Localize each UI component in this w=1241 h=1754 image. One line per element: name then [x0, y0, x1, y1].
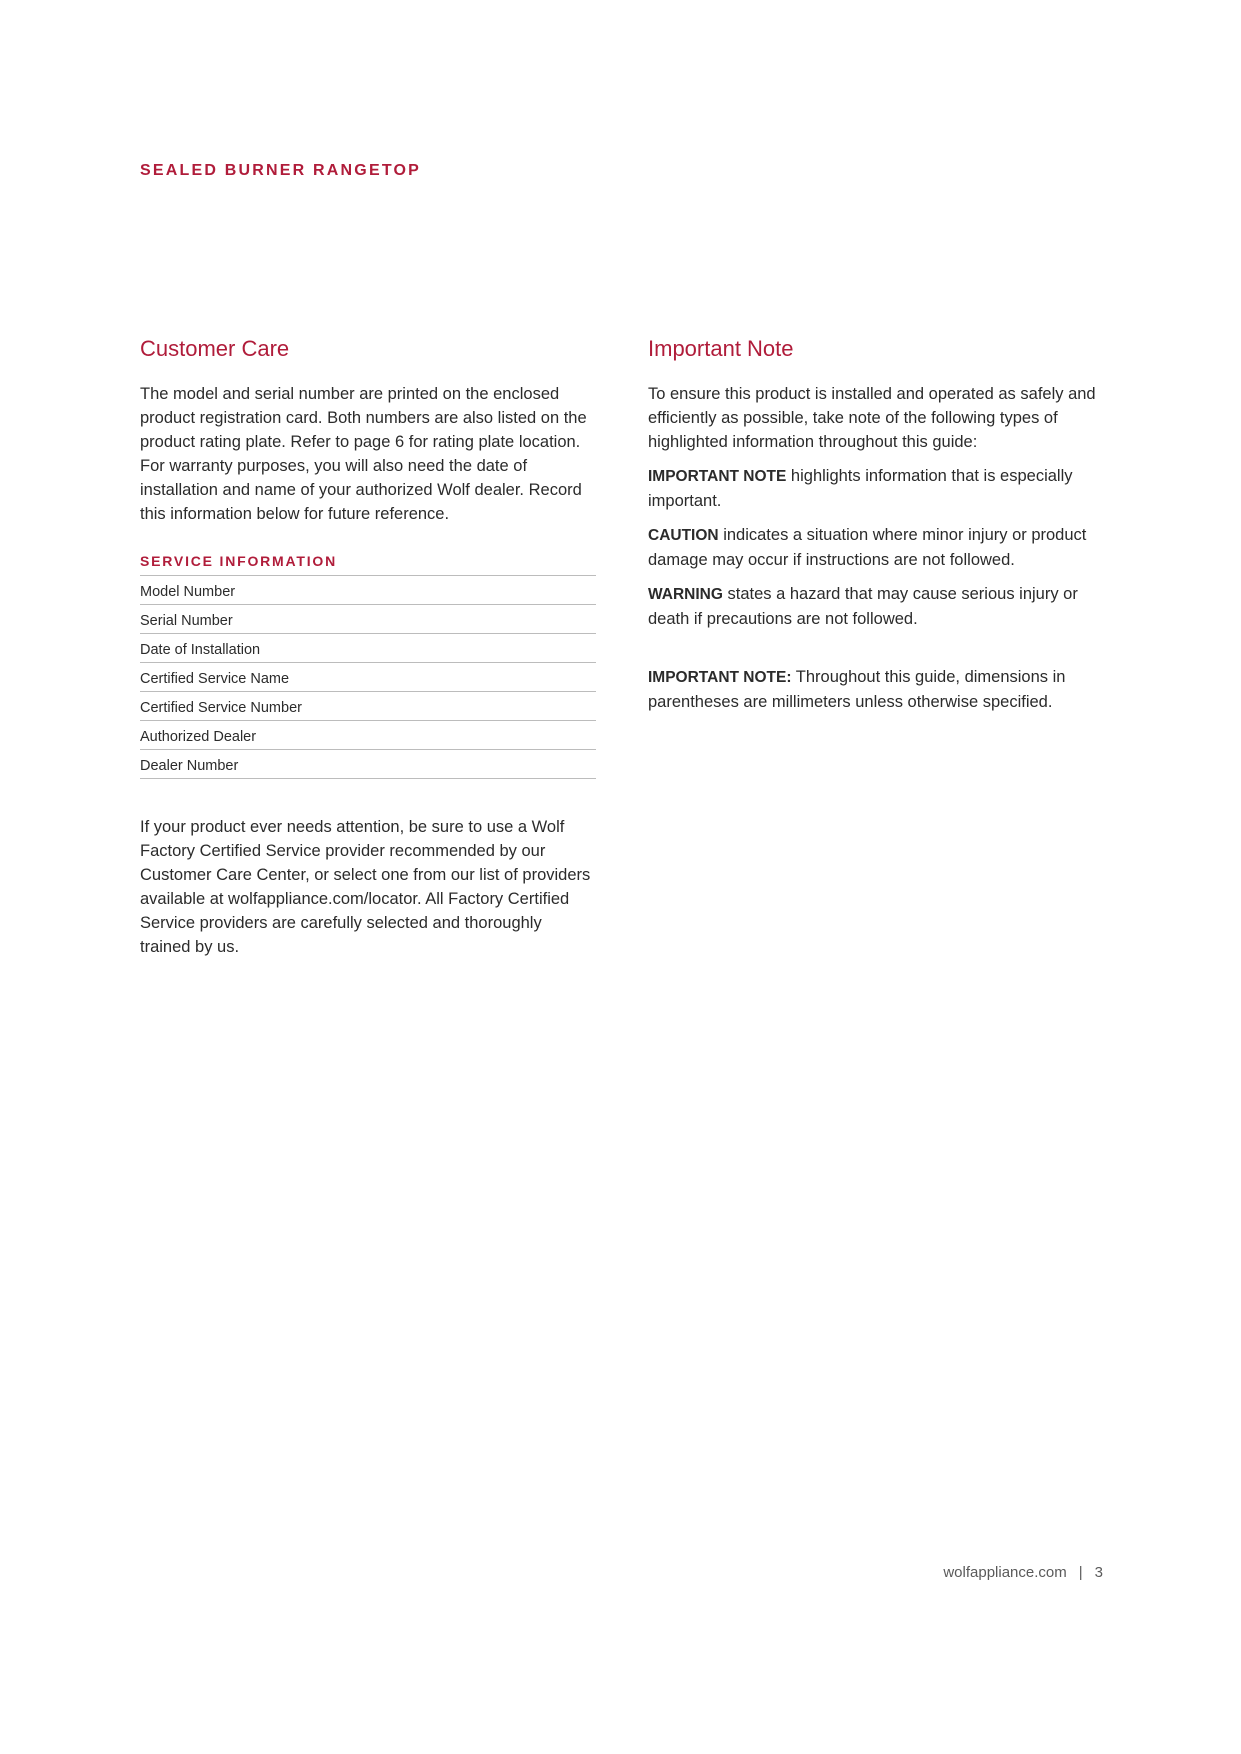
note-text: states a hazard that may cause serious injury or death if precautions are not followed.	[648, 585, 1078, 628]
footer-separator: |	[1078, 1564, 1083, 1581]
service-field-label: Certified Service Name	[140, 671, 290, 687]
customer-care-intro: The model and serial number are printed on the enclosed product registration card. Both numbers are also listed on the product rating plate. Refer to page 6 for rating plate location. For warranty purposes, you will also need the date of installation and name of your authorized Wolf dealer. Record this information below for future reference.	[140, 385, 587, 523]
service-row-serial-number	[140, 605, 596, 634]
note-text: highlights information that is especially important.	[648, 467, 1073, 510]
note-keyword: WARNING	[648, 586, 723, 603]
important-note-intro: To ensure this product is installed and operated as safely and efficiently as possible, take note of the following types of highlighted information throughout this guide:	[648, 385, 1096, 451]
note-dimensions	[648, 665, 1118, 714]
customer-care-closing: If your product ever needs attention, be sure to use a Wolf Factory Certified Service provider recommended by our Customer Care Center, or select one from our list of providers available at wolfappliance.com/locator. All Factory Certified Service providers are carefully selected and thoroughly trained by us.	[140, 818, 591, 956]
document-header: SEALED BURNER RANGETOP	[140, 162, 422, 179]
note-keyword: CAUTION	[648, 527, 719, 544]
service-field-label: Certified Service Number	[140, 700, 302, 716]
note-keyword: IMPORTANT NOTE	[648, 468, 787, 485]
note-keyword: IMPORTANT NOTE:	[648, 669, 792, 686]
service-field-label: Date of Installation	[140, 642, 261, 658]
footer-website: wolfappliance.com	[943, 1564, 1067, 1581]
service-field-label: Model Number	[140, 584, 236, 600]
note-text: Throughout this guide, dimensions in parentheses are millimeters unless otherwise specified.	[648, 668, 1066, 711]
page-footer	[943, 1564, 1103, 1581]
note-warning	[648, 582, 1118, 631]
important-note-section	[648, 336, 1118, 714]
customer-care-section	[140, 336, 596, 959]
note-text: indicates a situation where minor injury or product damage may occur if instructions are not followed.	[648, 526, 1087, 569]
note-important	[648, 464, 1118, 513]
service-row-certified-service-name	[140, 663, 596, 692]
service-field-label: Serial Number	[140, 613, 233, 629]
service-row-date-of-installation	[140, 634, 596, 663]
service-row-authorized-dealer	[140, 721, 596, 750]
important-note-heading: Important Note	[648, 336, 794, 361]
service-row-dealer-number	[140, 750, 596, 779]
service-information-title: SERVICE INFORMATION	[140, 553, 596, 576]
page-number: 3	[1094, 1564, 1103, 1581]
service-information-table	[140, 576, 596, 779]
service-field-label: Authorized Dealer	[140, 729, 257, 745]
customer-care-heading: Customer Care	[140, 336, 290, 361]
service-field-label: Dealer Number	[140, 758, 239, 774]
service-row-model-number	[140, 576, 596, 605]
service-row-certified-service-number	[140, 692, 596, 721]
note-caution	[648, 523, 1118, 572]
